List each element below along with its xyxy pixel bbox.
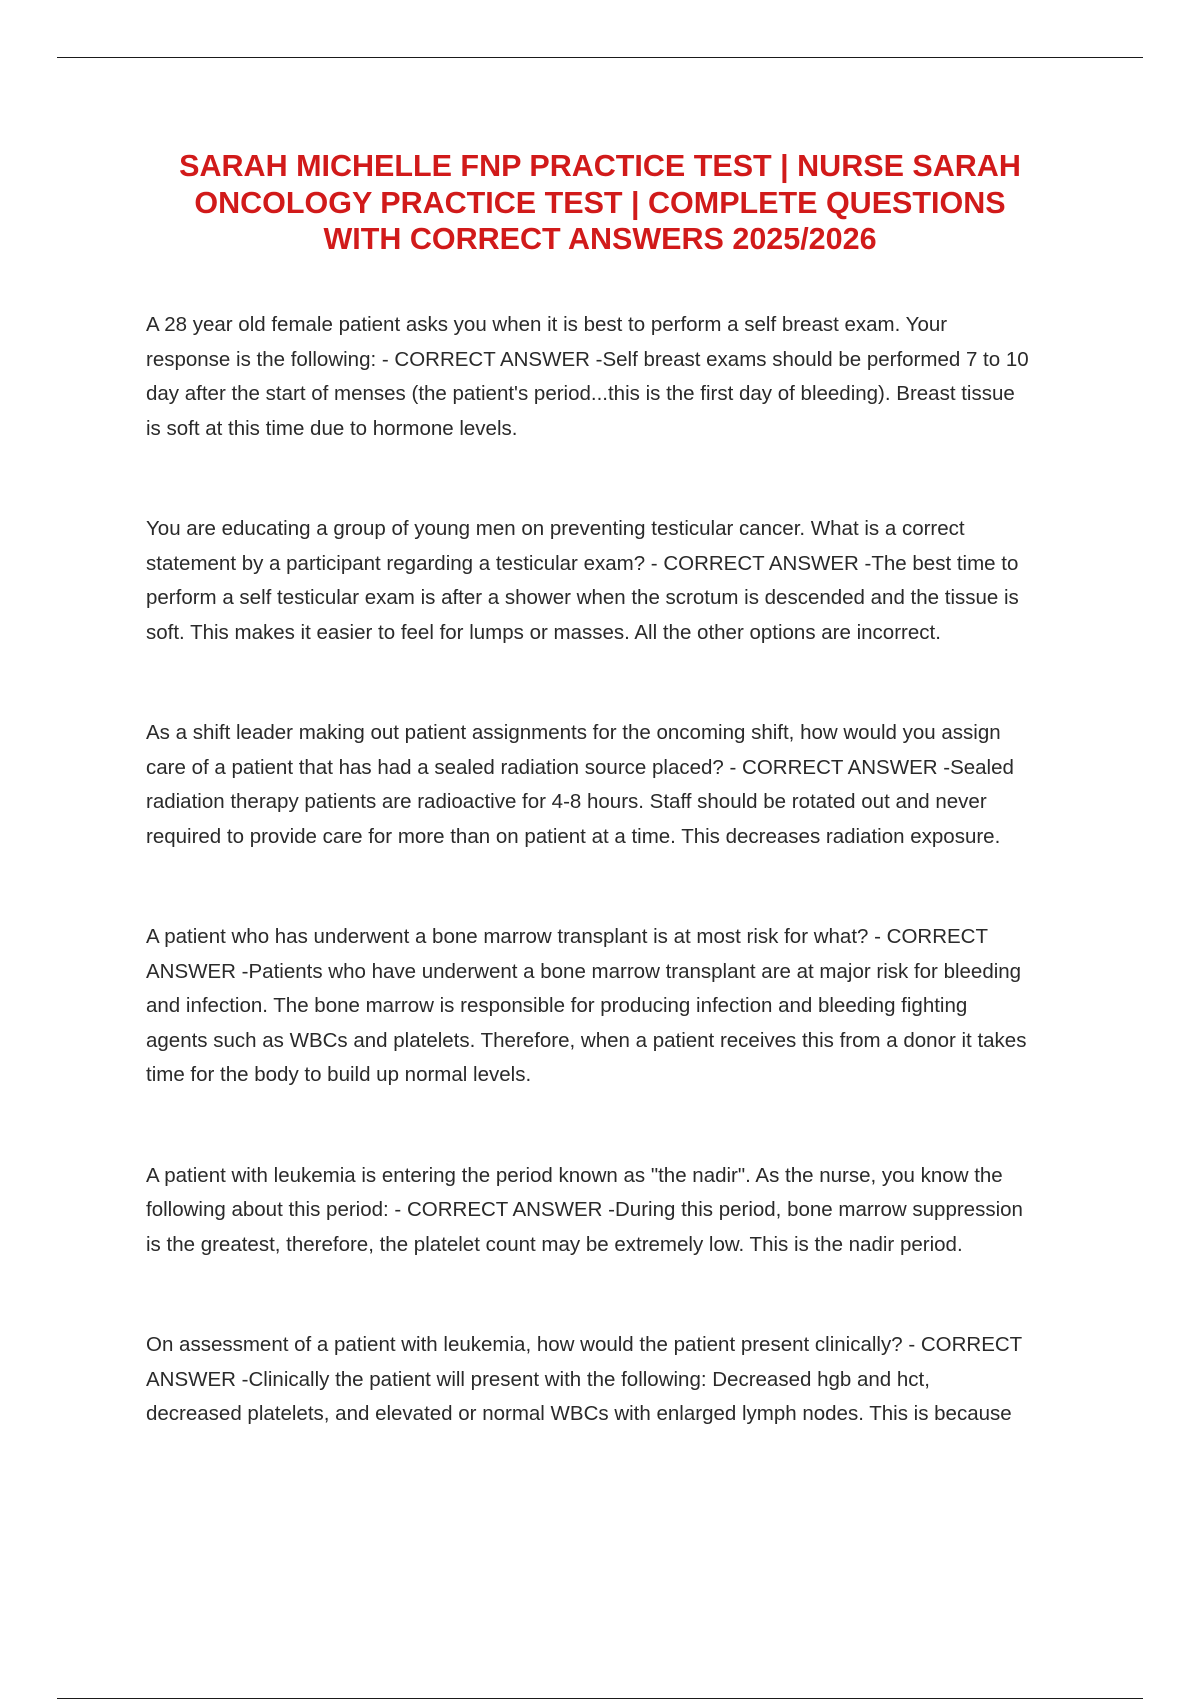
qa-item-leukemia-presentation (146, 1328, 1096, 1432)
qa-text-line: care of a patient that has had a sealed radiation source placed? - CORRECT ANSWER -Sealed (146, 755, 1014, 779)
qa-text-line: soft. This makes it easier to feel for lumps or masses. All the other options are incorrect. (146, 620, 941, 644)
qa-text-line: required to provide care for more than on patient at a time. This decreases radiation exposure. (146, 824, 1001, 848)
qa-item-testicular-exam (146, 512, 1096, 650)
qa-item-breast-exam (146, 308, 1096, 446)
qa-text-line: radiation therapy patients are radioactive for 4-8 hours. Staff should be rotated out and never (146, 790, 987, 813)
qa-text-line: A patient who has underwent a bone marrow transplant is at most risk for what? - CORRECT (146, 925, 989, 948)
question-answer-list (146, 308, 1096, 1498)
qa-text-line: ANSWER -Clinically the patient will present with the following: Decreased hgb and hct, (146, 1367, 930, 1391)
top-rule (57, 57, 1143, 58)
qa-text-line: following about this period: - CORRECT ANSWER -During this period, bone marrow suppression (146, 1198, 1023, 1221)
title-line: ONCOLOGY PRACTICE TEST | COMPLETE QUESTIONS (194, 185, 1006, 220)
qa-text-line: time for the body to build up normal levels. (146, 1063, 532, 1086)
title-line: SARAH MICHELLE FNP PRACTICE TEST | NURSE SARAH (179, 149, 1021, 183)
qa-item-nadir (146, 1159, 1096, 1263)
qa-text-line: is soft at this time due to hormone levels. (146, 416, 518, 440)
document-title (120, 148, 1080, 258)
qa-text-line: You are educating a group of young men on preventing testicular cancer. What is a correct (146, 517, 965, 540)
qa-item-bone-marrow-transplant (146, 920, 1096, 1093)
qa-text-line: A 28 year old female patient asks you when it is best to perform a self breast exam. Your (146, 313, 948, 336)
qa-text-line: As a shift leader making out patient assignments for the oncoming shift, how would you assign (146, 721, 1001, 744)
qa-text-line: statement by a participant regarding a testicular exam? - CORRECT ANSWER -The best time to (146, 551, 1019, 575)
qa-text-line: perform a self testicular exam is after a shower when the scrotum is descended and the tissue is (146, 586, 1019, 609)
qa-text-line: day after the start of menses (the patient's period...this is the first day of bleeding). Breast tissue (146, 382, 1015, 405)
qa-text-line: A patient with leukemia is entering the period known as "the nadir". As the nurse, you know the (146, 1163, 1003, 1187)
qa-text-line: decreased platelets, and elevated or normal WBCs with enlarged lymph nodes. This is because (146, 1402, 1012, 1425)
qa-text-line: response is the following: - CORRECT ANSWER -Self breast exams should be performed 7 to 10 (146, 347, 1029, 371)
qa-text-line: On assessment of a patient with leukemia, how would the patient present clinically? - CORRECT (146, 1333, 1023, 1356)
qa-text-line: is the greatest, therefore, the platelet count may be extremely low. This is the nadir period. (146, 1232, 963, 1256)
title-line: WITH CORRECT ANSWERS 2025/2026 (323, 222, 877, 256)
qa-text-line: agents such as WBCs and platelets. Therefore, when a patient receives this from a donor it takes (146, 1028, 1027, 1052)
qa-item-sealed-radiation (146, 716, 1096, 854)
bottom-rule (57, 1698, 1143, 1699)
qa-text-line: and infection. The bone marrow is responsible for producing infection and bleeding fighting (146, 994, 968, 1017)
qa-text-line: ANSWER -Patients who have underwent a bone marrow transplant are at major risk for bleeding (146, 959, 1022, 983)
